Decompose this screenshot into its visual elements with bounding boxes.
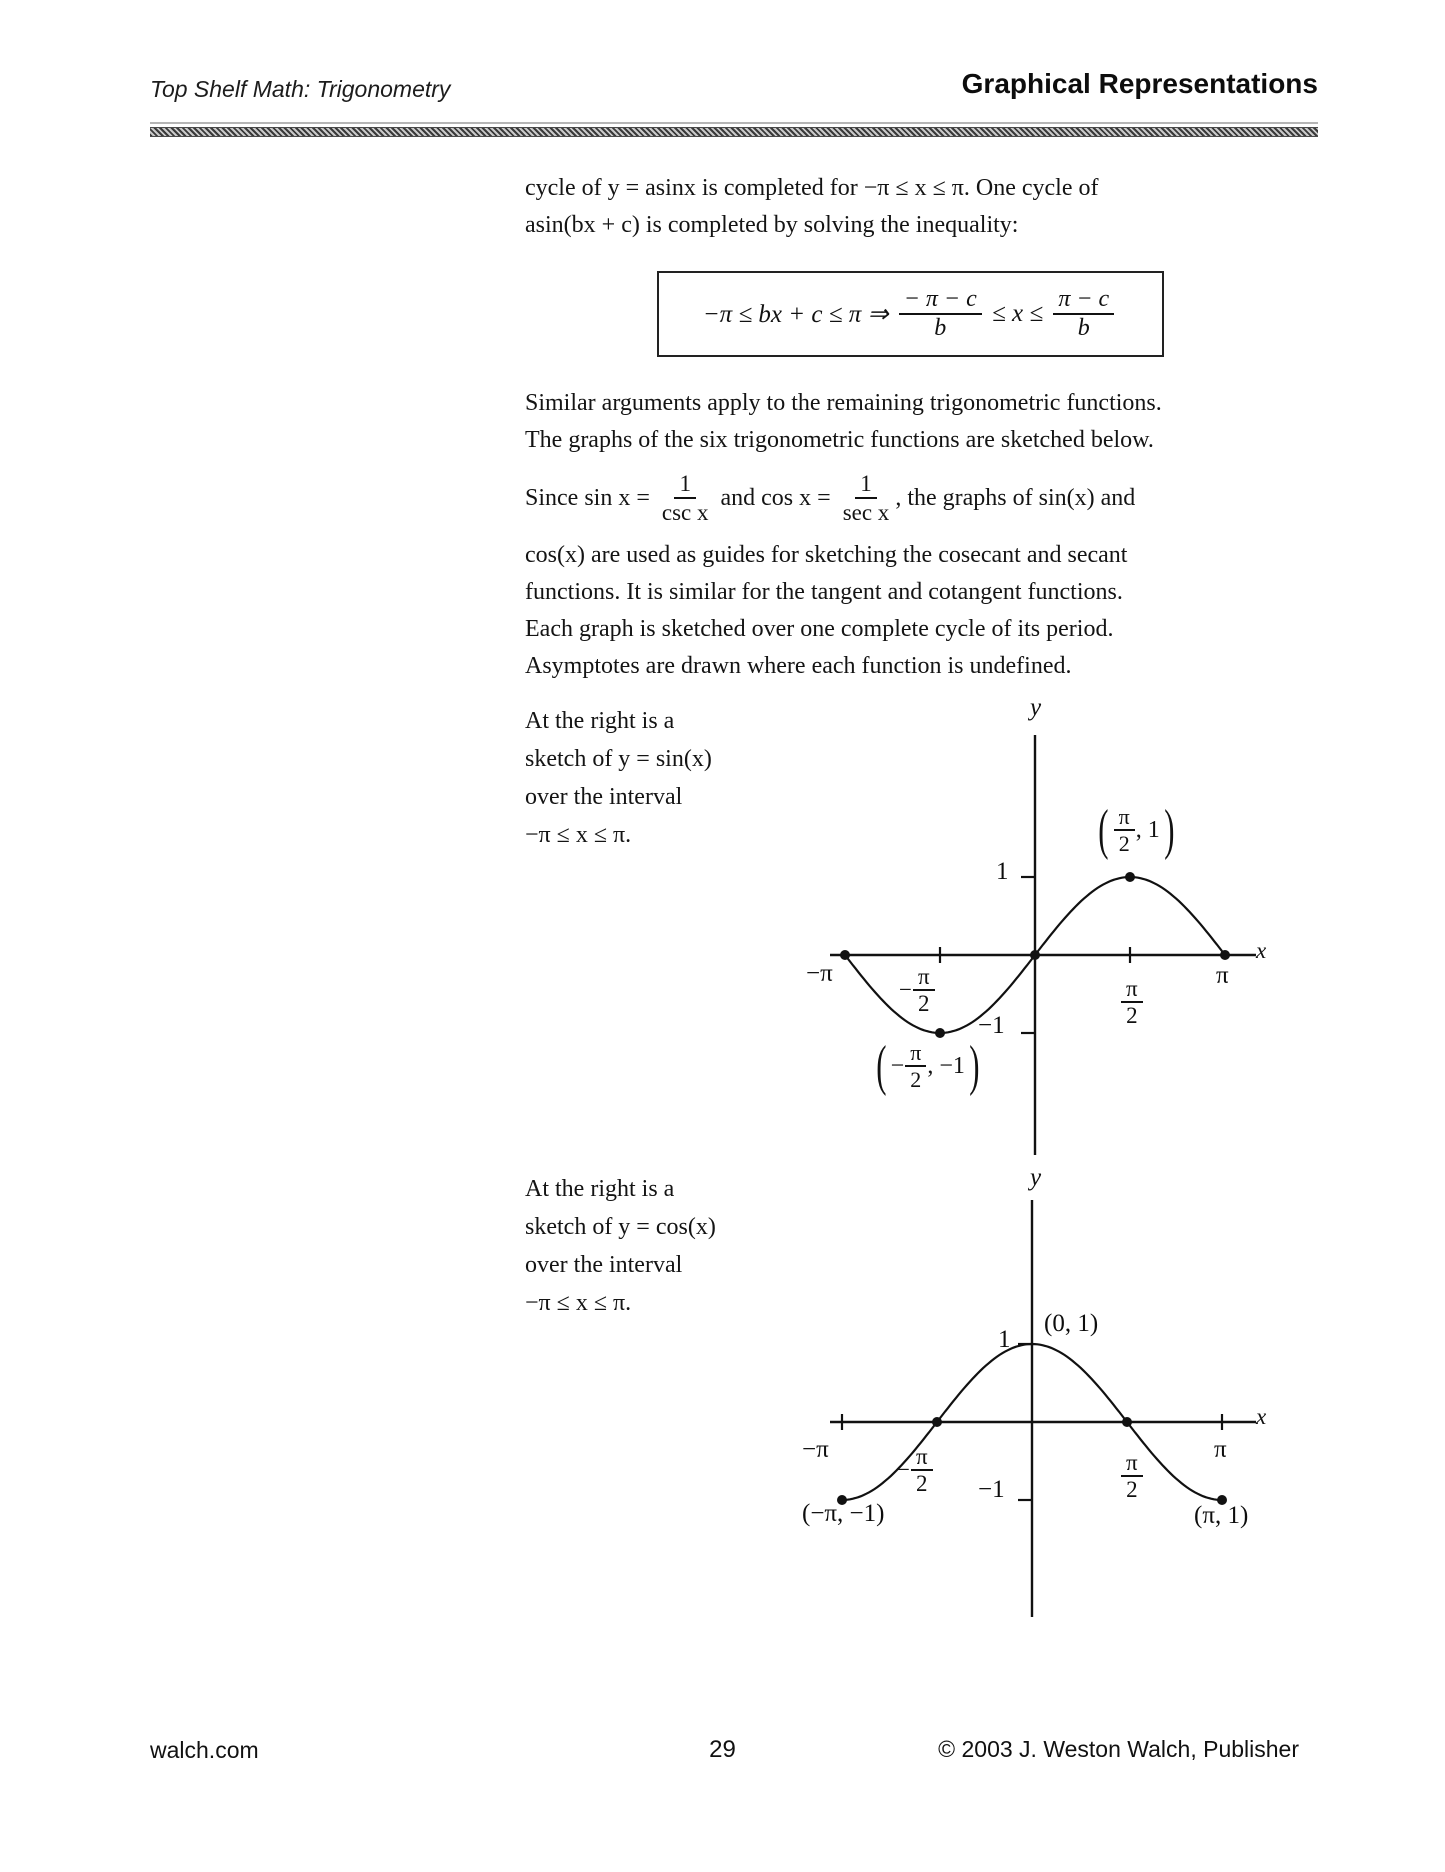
point-value: , −1 bbox=[927, 1052, 965, 1079]
fraction-denominator: 2 bbox=[1118, 831, 1130, 856]
cosine-side-note bbox=[525, 1170, 716, 1322]
sine-max-point-label bbox=[1094, 798, 1178, 861]
fraction-numerator: π bbox=[911, 1444, 933, 1471]
fraction-numerator: π bbox=[905, 1040, 926, 1067]
sine-side-note bbox=[525, 702, 712, 854]
cosine-note-line: At the right is a bbox=[525, 1176, 675, 1202]
cosine-graph bbox=[780, 1160, 1292, 1660]
sine-ytick-1: 1 bbox=[996, 858, 1009, 885]
sine-note-line: sketch of y = sin(x) bbox=[525, 746, 712, 772]
header-rule bbox=[150, 127, 1318, 137]
fraction-denominator: b bbox=[934, 315, 947, 341]
cosine-ytick-neg1: −1 bbox=[978, 1476, 1005, 1503]
formula-fraction-1 bbox=[899, 286, 982, 342]
formula-lhs: −π ≤ bx + c ≤ π ⇒ bbox=[702, 301, 895, 328]
sine-note-line: At the right is a bbox=[525, 708, 675, 734]
pi-over-2-fraction bbox=[1114, 804, 1135, 856]
fraction-line-text: and cos x = bbox=[714, 484, 837, 511]
fraction-numerator: 1 bbox=[855, 470, 877, 499]
reciprocal-fraction-csc bbox=[660, 470, 711, 526]
pi-over-2-fraction bbox=[1121, 976, 1143, 1028]
main-line-7: Asymptotes are drawn where each function is undefined. bbox=[525, 653, 1072, 679]
intro-paragraph bbox=[525, 170, 1098, 244]
fraction-numerator: π − c bbox=[1053, 286, 1114, 315]
footer-copyright: © 2003 J. Weston Walch, Publisher bbox=[938, 1736, 1299, 1762]
formula-box bbox=[657, 271, 1164, 357]
right-paren: ) bbox=[969, 1034, 980, 1097]
formula-middle: ≤ x ≤ bbox=[985, 300, 1050, 327]
pi-over-2-fraction bbox=[911, 1444, 933, 1496]
cosine-note-line: over the interval bbox=[525, 1252, 683, 1278]
sine-y-axis-label: y bbox=[1030, 694, 1042, 721]
cosine-y-axis-label: y bbox=[1030, 1164, 1042, 1191]
minus-sign: − bbox=[899, 977, 912, 1002]
pi-over-2-fraction bbox=[913, 964, 935, 1016]
sine-note-line: over the interval bbox=[525, 784, 683, 810]
sine-x-axis-label: x bbox=[1256, 938, 1267, 963]
sine-graph bbox=[780, 690, 1292, 1160]
sine-xtick-halfpi bbox=[1120, 976, 1144, 1028]
fraction-numerator: π bbox=[1121, 976, 1143, 1003]
cosine-xtick-halfpi bbox=[1120, 1450, 1144, 1502]
fraction-numerator: π bbox=[1114, 804, 1135, 831]
cosine-xtick-neghalfpi bbox=[897, 1444, 934, 1496]
header-thin-rule bbox=[150, 122, 1318, 124]
reciprocal-fraction-sec bbox=[841, 470, 892, 526]
main-paragraph bbox=[525, 385, 1162, 685]
intro-line-2: asin(bx + c) is completed by solving the inequality: bbox=[525, 212, 1019, 238]
fraction-denominator: sec x bbox=[842, 500, 890, 525]
pi-over-2-fraction bbox=[905, 1040, 926, 1092]
sine-ytick-neg1: −1 bbox=[978, 1012, 1005, 1039]
fraction-denominator: b bbox=[1077, 315, 1090, 341]
cosine-xtick-pi: π bbox=[1214, 1436, 1227, 1463]
fraction-denominator: 2 bbox=[1126, 1477, 1138, 1502]
sine-note-line: −π ≤ x ≤ π. bbox=[525, 822, 632, 848]
main-line-2: The graphs of the six trigonometric functions are sketched below. bbox=[525, 427, 1154, 453]
main-line-5: functions. It is similar for the tangent and cotangent functions. bbox=[525, 579, 1123, 605]
fraction-line-text: , the graphs of sin(x) and bbox=[895, 484, 1136, 511]
pi-over-2-fraction bbox=[1121, 1450, 1143, 1502]
fraction-line-text: Since sin x = bbox=[525, 484, 656, 511]
cosine-xtick-negpi: −π bbox=[802, 1436, 829, 1463]
fraction-denominator: 2 bbox=[910, 1067, 922, 1092]
section-title: Graphical Representations bbox=[961, 68, 1318, 99]
book-title: Top Shelf Math: Trigonometry bbox=[150, 76, 451, 102]
fraction-numerator: 1 bbox=[674, 470, 696, 499]
cosine-note-line: sketch of y = cos(x) bbox=[525, 1214, 716, 1240]
fraction-numerator: π bbox=[1121, 1450, 1143, 1477]
left-paren: ( bbox=[876, 1034, 887, 1097]
sine-xtick-negpi: −π bbox=[806, 960, 833, 987]
fraction-denominator: 2 bbox=[918, 991, 930, 1016]
footer-page-number: 29 bbox=[709, 1736, 736, 1763]
sine-min-point-label bbox=[872, 1034, 984, 1097]
fraction-numerator: − π − c bbox=[899, 286, 982, 315]
main-fraction-line bbox=[525, 459, 1162, 537]
cosine-left-endpoint-label: (−π, −1) bbox=[802, 1500, 885, 1527]
minus-sign: − bbox=[897, 1457, 910, 1482]
cosine-right-endpoint-label: (π, 1) bbox=[1194, 1502, 1249, 1529]
fraction-denominator: csc x bbox=[661, 500, 709, 525]
main-line-6: Each graph is sketched over one complete cycle of its period. bbox=[525, 616, 1114, 642]
right-paren: ) bbox=[1163, 798, 1175, 861]
left-paren: ( bbox=[1098, 798, 1109, 861]
cosine-ytick-1: 1 bbox=[998, 1326, 1011, 1353]
intro-line-1: cycle of y = asinx is completed for −π ≤ x ≤ π. One cycle of bbox=[525, 175, 1099, 201]
main-line-4: cos(x) are used as guides for sketching the cosecant and secant bbox=[525, 542, 1128, 568]
cosine-note-line: −π ≤ x ≤ π. bbox=[525, 1290, 632, 1316]
sine-xtick-neghalfpi bbox=[899, 964, 936, 1016]
main-line-1: Similar arguments apply to the remaining trigonometric functions. bbox=[525, 390, 1162, 416]
minus-sign: − bbox=[890, 1052, 905, 1079]
footer-website: walch.com bbox=[150, 1737, 259, 1763]
formula-fraction-2 bbox=[1053, 286, 1114, 342]
fraction-numerator: π bbox=[913, 964, 935, 991]
sine-xtick-pi: π bbox=[1216, 962, 1229, 989]
point-value: , 1 bbox=[1135, 816, 1160, 843]
cosine-x-axis-label: x bbox=[1256, 1404, 1267, 1429]
cosine-peak-point-label: (0, 1) bbox=[1044, 1310, 1099, 1337]
fraction-denominator: 2 bbox=[916, 1471, 928, 1496]
fraction-denominator: 2 bbox=[1126, 1003, 1138, 1028]
